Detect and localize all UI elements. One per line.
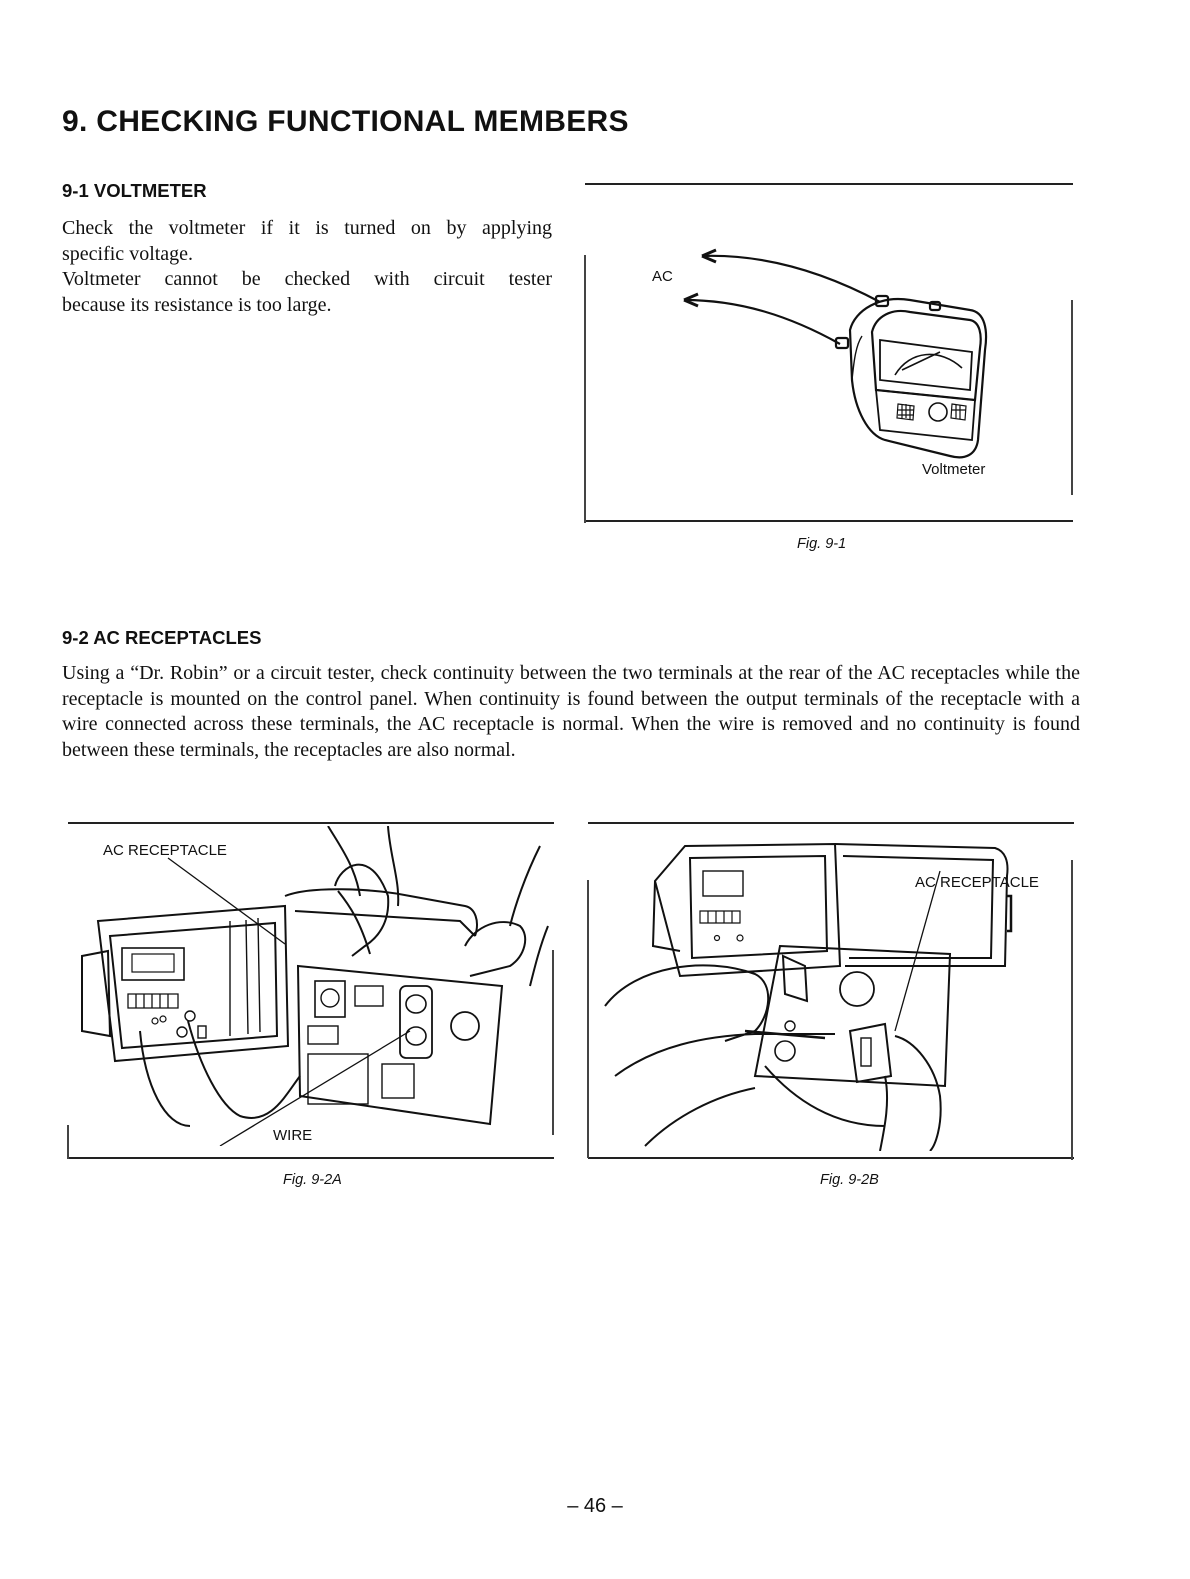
figure-caption: Fig. 9-2A [283,1172,342,1188]
voltmeter-illustration [640,240,1040,470]
text-line: Check the voltmeter if it is turned on by applying [62,217,552,239]
figure-top-rule [585,183,1073,185]
wire-label: WIRE [273,1127,313,1144]
section-ac-receptacles-text: Using a “Dr. Robin” or a circuit tester, check continuity between the two terminals at the rear of the AC receptacles while the receptacle is mounted on the control panel. When continuity is found between the output terminals of the receptacle with a wire connected across these terminals, the AC receptacle is normal. When the wire is removed and no continuity is found between these terminals, the receptacles are also normal. [62,662,1080,761]
figure-bottom-rule [585,520,1073,522]
figure-caption: Fig. 9-1 [797,536,847,552]
page-number: – 46 – [567,1495,623,1517]
figure-right-rule [552,950,554,1135]
figure-right-rule [1071,860,1073,1160]
figure-left-rule [67,1125,69,1159]
text-line: Voltmeter cannot be checked with circuit tester [62,268,552,290]
section-title-ac-receptacles: 9-2 AC RECEPTACLES [62,627,262,648]
figure-top-rule [68,822,554,824]
figure-bottom-rule [68,1157,554,1159]
voltmeter-label: Voltmeter [922,461,986,478]
control-panel-drawing [70,826,550,1146]
ac-receptacle-label: AC RECEPTACLE [103,842,227,859]
ac-receptacle-test-illustration [70,826,550,1146]
section-voltmeter-text [62,216,552,318]
figure-left-rule [584,255,586,523]
voltmeter-drawing [640,240,1040,470]
text-line: because its resistance is too large. [62,293,332,316]
figure-left-rule [587,880,589,1158]
ac-receptacle-label: AC RECEPTACLE [915,874,1039,891]
figure-right-rule [1071,300,1073,495]
section-title-voltmeter: 9-1 VOLTMETER [62,180,207,201]
ac-label: AC [652,268,673,285]
figure-top-rule [588,822,1074,824]
figure-bottom-rule [588,1157,1074,1159]
page-title: 9. CHECKING FUNCTIONAL MEMBERS [62,105,629,138]
text-line: specific voltage. [62,242,194,265]
figure-caption: Fig. 9-2B [820,1172,879,1188]
